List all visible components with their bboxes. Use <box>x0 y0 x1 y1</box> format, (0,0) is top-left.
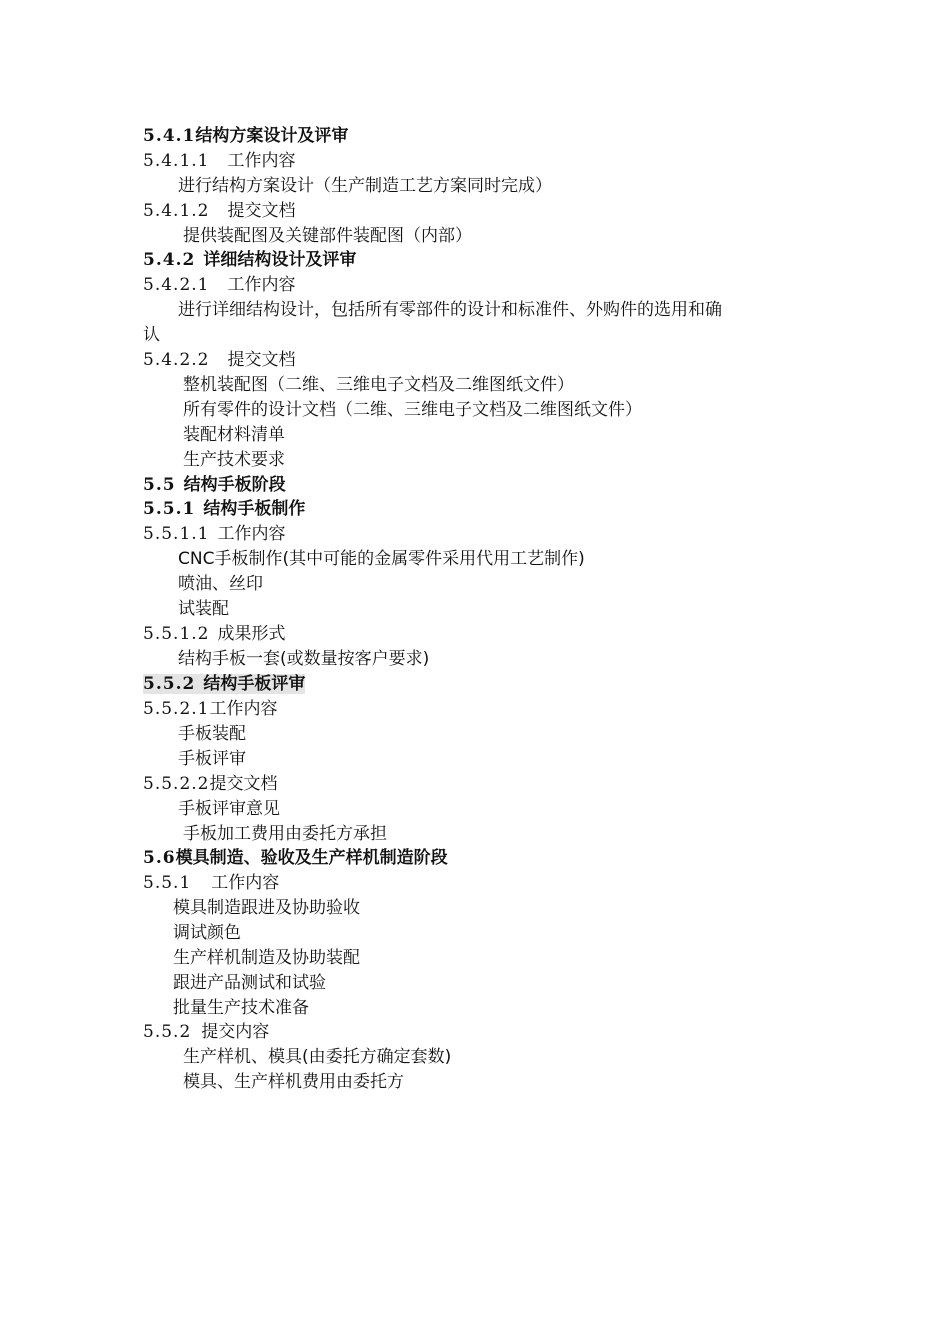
body-line: 跟进产品测试和试验 <box>173 973 326 993</box>
section-title: 提交文档 <box>227 350 296 370</box>
subsection-heading <box>143 622 950 647</box>
section-title: 结构手板制作 <box>203 499 306 519</box>
body-line: 认 <box>143 325 160 345</box>
body-line: 手板评审意见 <box>178 799 280 819</box>
body-line: 进行结构方案设计（生产制造工艺方案同时完成） <box>178 176 552 196</box>
section-title: 工作内容 <box>227 151 296 171</box>
body-line: 生产样机制造及协助装配 <box>173 948 360 968</box>
section-number: 5.5.2.1 <box>143 699 210 719</box>
section-number: 5.5.2 <box>143 674 196 694</box>
section-title: 提交文档 <box>209 774 278 794</box>
section-heading <box>143 248 950 273</box>
section-number: 5.4.2.2 <box>143 350 210 370</box>
body-line: 整机装配图（二维、三维电子文档及二维图纸文件） <box>183 375 574 395</box>
body-line: 进行详细结构设计，包括所有零部件的设计和标准件、外购件的选用和确 <box>178 300 722 320</box>
section-number: 5.5.1 <box>143 873 192 893</box>
section-title: 模具制造、验收及生产样机制造阶段 <box>175 848 448 868</box>
section-title: 结构手板评审 <box>203 674 306 694</box>
subsection-heading <box>143 522 950 547</box>
body-line: 装配材料清单 <box>183 425 285 445</box>
section-heading <box>143 846 950 871</box>
subsection-heading <box>143 871 950 896</box>
subsection-heading <box>143 273 950 298</box>
section-number: 5.5.2 <box>143 1022 192 1042</box>
section-title: 结构手板阶段 <box>183 475 286 495</box>
section-number: 5.5.1.2 <box>143 624 210 644</box>
highlighted-heading <box>143 674 305 694</box>
section-title: 工作内容 <box>227 275 296 295</box>
section-number: 5.4.1.1 <box>143 151 210 171</box>
body-line: 调试颜色 <box>173 923 241 943</box>
subsection-heading <box>143 1020 950 1045</box>
body-line: 手板加工费用由委托方承担 <box>183 824 387 844</box>
section-number: 5.4.1 <box>143 126 196 146</box>
body-line: 批量生产技术准备 <box>173 998 309 1018</box>
section-title: 详细结构设计及评审 <box>203 250 357 270</box>
body-line: 模具、生产样机费用由委托方 <box>183 1072 404 1092</box>
section-title: 工作内容 <box>209 699 278 719</box>
body-line: 提供装配图及关键部件装配图（内部） <box>183 226 472 246</box>
subsection-heading <box>143 697 950 722</box>
body-line: 结构手板一套(或数量按客户要求) <box>178 649 430 669</box>
subsection-heading <box>143 348 950 373</box>
section-number: 5.5.2.2 <box>143 774 210 794</box>
section-title: 提交文档 <box>227 201 296 221</box>
subsection-heading <box>143 199 950 224</box>
subsection-heading <box>143 772 950 797</box>
section-heading <box>143 672 305 697</box>
body-line: 模具制造跟进及协助验收 <box>173 898 360 918</box>
section-number: 5.4.2 <box>143 250 196 270</box>
section-heading <box>143 497 950 522</box>
body-line: 手板装配 <box>178 724 246 744</box>
body-line: CNC手板制作(其中可能的金属零件采用代用工艺制作) <box>178 549 585 569</box>
section-number: 5.6 <box>143 848 176 868</box>
body-line: 喷油、丝印 <box>178 574 263 594</box>
body-line: 试装配 <box>178 599 229 619</box>
body-line: 生产样机、模具(由委托方确定套数) <box>183 1047 452 1067</box>
section-number: 5.5.1.1 <box>143 524 210 544</box>
section-number: 5.4.1.2 <box>143 201 210 221</box>
section-heading <box>143 473 950 498</box>
subsection-heading <box>143 149 950 174</box>
section-title: 结构方案设计及评审 <box>195 126 349 146</box>
section-title: 提交内容 <box>201 1022 270 1042</box>
body-line: 所有零件的设计文档（二维、三维电子文档及二维图纸文件） <box>183 400 642 420</box>
section-number: 5.4.2.1 <box>143 275 210 295</box>
section-title: 工作内容 <box>217 524 286 544</box>
section-heading <box>143 124 950 149</box>
section-title: 工作内容 <box>211 873 280 893</box>
section-title: 成果形式 <box>217 624 286 644</box>
body-line: 手板评审 <box>178 749 246 769</box>
body-line: 生产技术要求 <box>183 450 285 470</box>
section-number: 5.5 <box>143 475 176 495</box>
section-number: 5.5.1 <box>143 499 196 519</box>
